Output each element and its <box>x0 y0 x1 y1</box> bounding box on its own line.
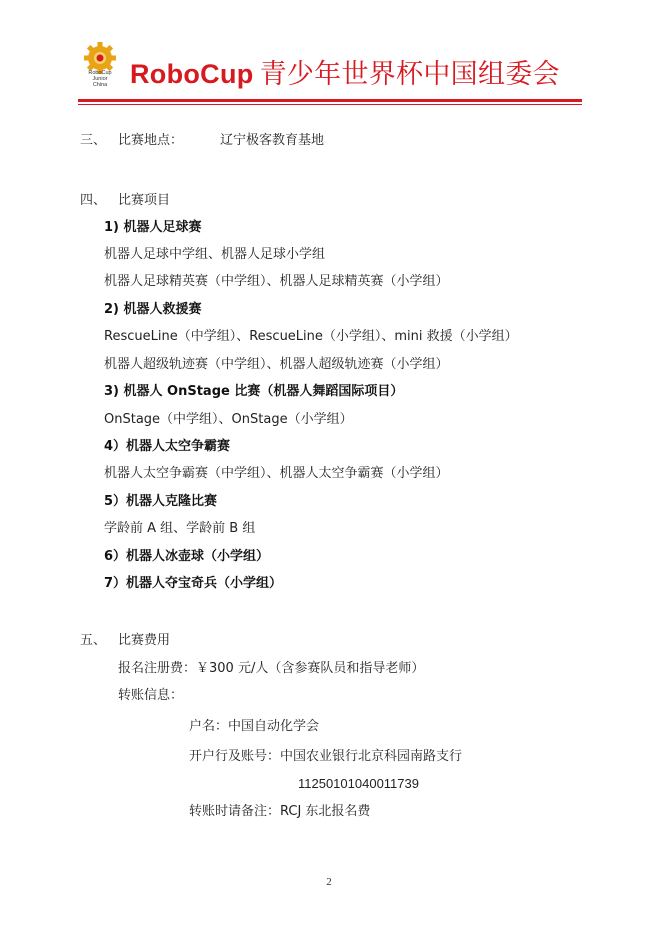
section3-title: 比赛地点： <box>118 133 184 148</box>
section4-title: 比赛项目 <box>118 193 171 208</box>
event-line: 机器人超级轨迹赛（中学组）、机器人超级轨迹赛（小学组） <box>104 357 449 372</box>
account-name: 户名：中国自动化学会 <box>189 719 320 734</box>
event-heading-6: 6）机器人冰壶球（小学组） <box>104 549 270 564</box>
event-line: OnStage（中学组）、OnStage（小学组） <box>104 412 353 427</box>
event-line: RescueLine（中学组）、RescueLine（小学组）、mini 救援（小学组） <box>104 329 518 344</box>
logo-caption <box>78 70 122 88</box>
section3-label: 三、 <box>80 133 107 148</box>
event-line: 机器人太空争霸赛（中学组）、机器人太空争霸赛（小学组） <box>104 466 449 481</box>
transfer-info-label: 转账信息： <box>118 688 184 703</box>
header-rule-thin <box>78 104 582 105</box>
section5-title: 比赛费用 <box>118 633 171 648</box>
transfer-remark: 转账时请备注：RCJ 东北报名费 <box>189 804 371 819</box>
event-heading-7: 7）机器人夺宝奇兵（小学组） <box>104 576 283 591</box>
event-heading-5: 5）机器人克隆比赛 <box>104 494 218 509</box>
letterhead <box>78 40 582 106</box>
event-line: 机器人足球中学组、机器人足球小学组 <box>104 247 326 262</box>
logo-text-china: China <box>92 82 108 88</box>
page-number: 2 <box>326 876 332 888</box>
header-rule-thick <box>78 99 582 102</box>
event-heading-4: 4）机器人太空争霸赛 <box>104 439 231 454</box>
event-heading-3: 3) 机器人 OnStage 比赛（机器人舞蹈国际项目） <box>104 384 404 399</box>
account-number: 11250101040011739 <box>298 776 419 791</box>
event-heading-1: 1) 机器人足球赛 <box>104 220 202 235</box>
event-heading-2: 2) 机器人救援赛 <box>104 302 202 317</box>
section5-label: 五、 <box>80 633 107 648</box>
brand-en: RoboCup <box>130 59 254 89</box>
brand-cn: 青少年世界杯中国组委会 <box>259 59 560 90</box>
logo-text-robocup: RoboCup <box>88 70 112 76</box>
registration-fee: 报名注册费：￥300 元/人（含参赛队员和指导老师） <box>118 661 425 676</box>
brand-title <box>130 52 560 91</box>
section4-label: 四、 <box>80 193 107 208</box>
bank-info: 开户行及账号：中国农业银行北京科园南路支行 <box>189 749 463 764</box>
event-line: 机器人足球精英赛（中学组）、机器人足球精英赛（小学组） <box>104 274 449 289</box>
section3-venue: 辽宁极客教育基地 <box>220 133 325 148</box>
event-line: 学龄前 A 组、学龄前 B 组 <box>104 521 256 536</box>
logo-text-junior: Junior <box>92 76 108 82</box>
